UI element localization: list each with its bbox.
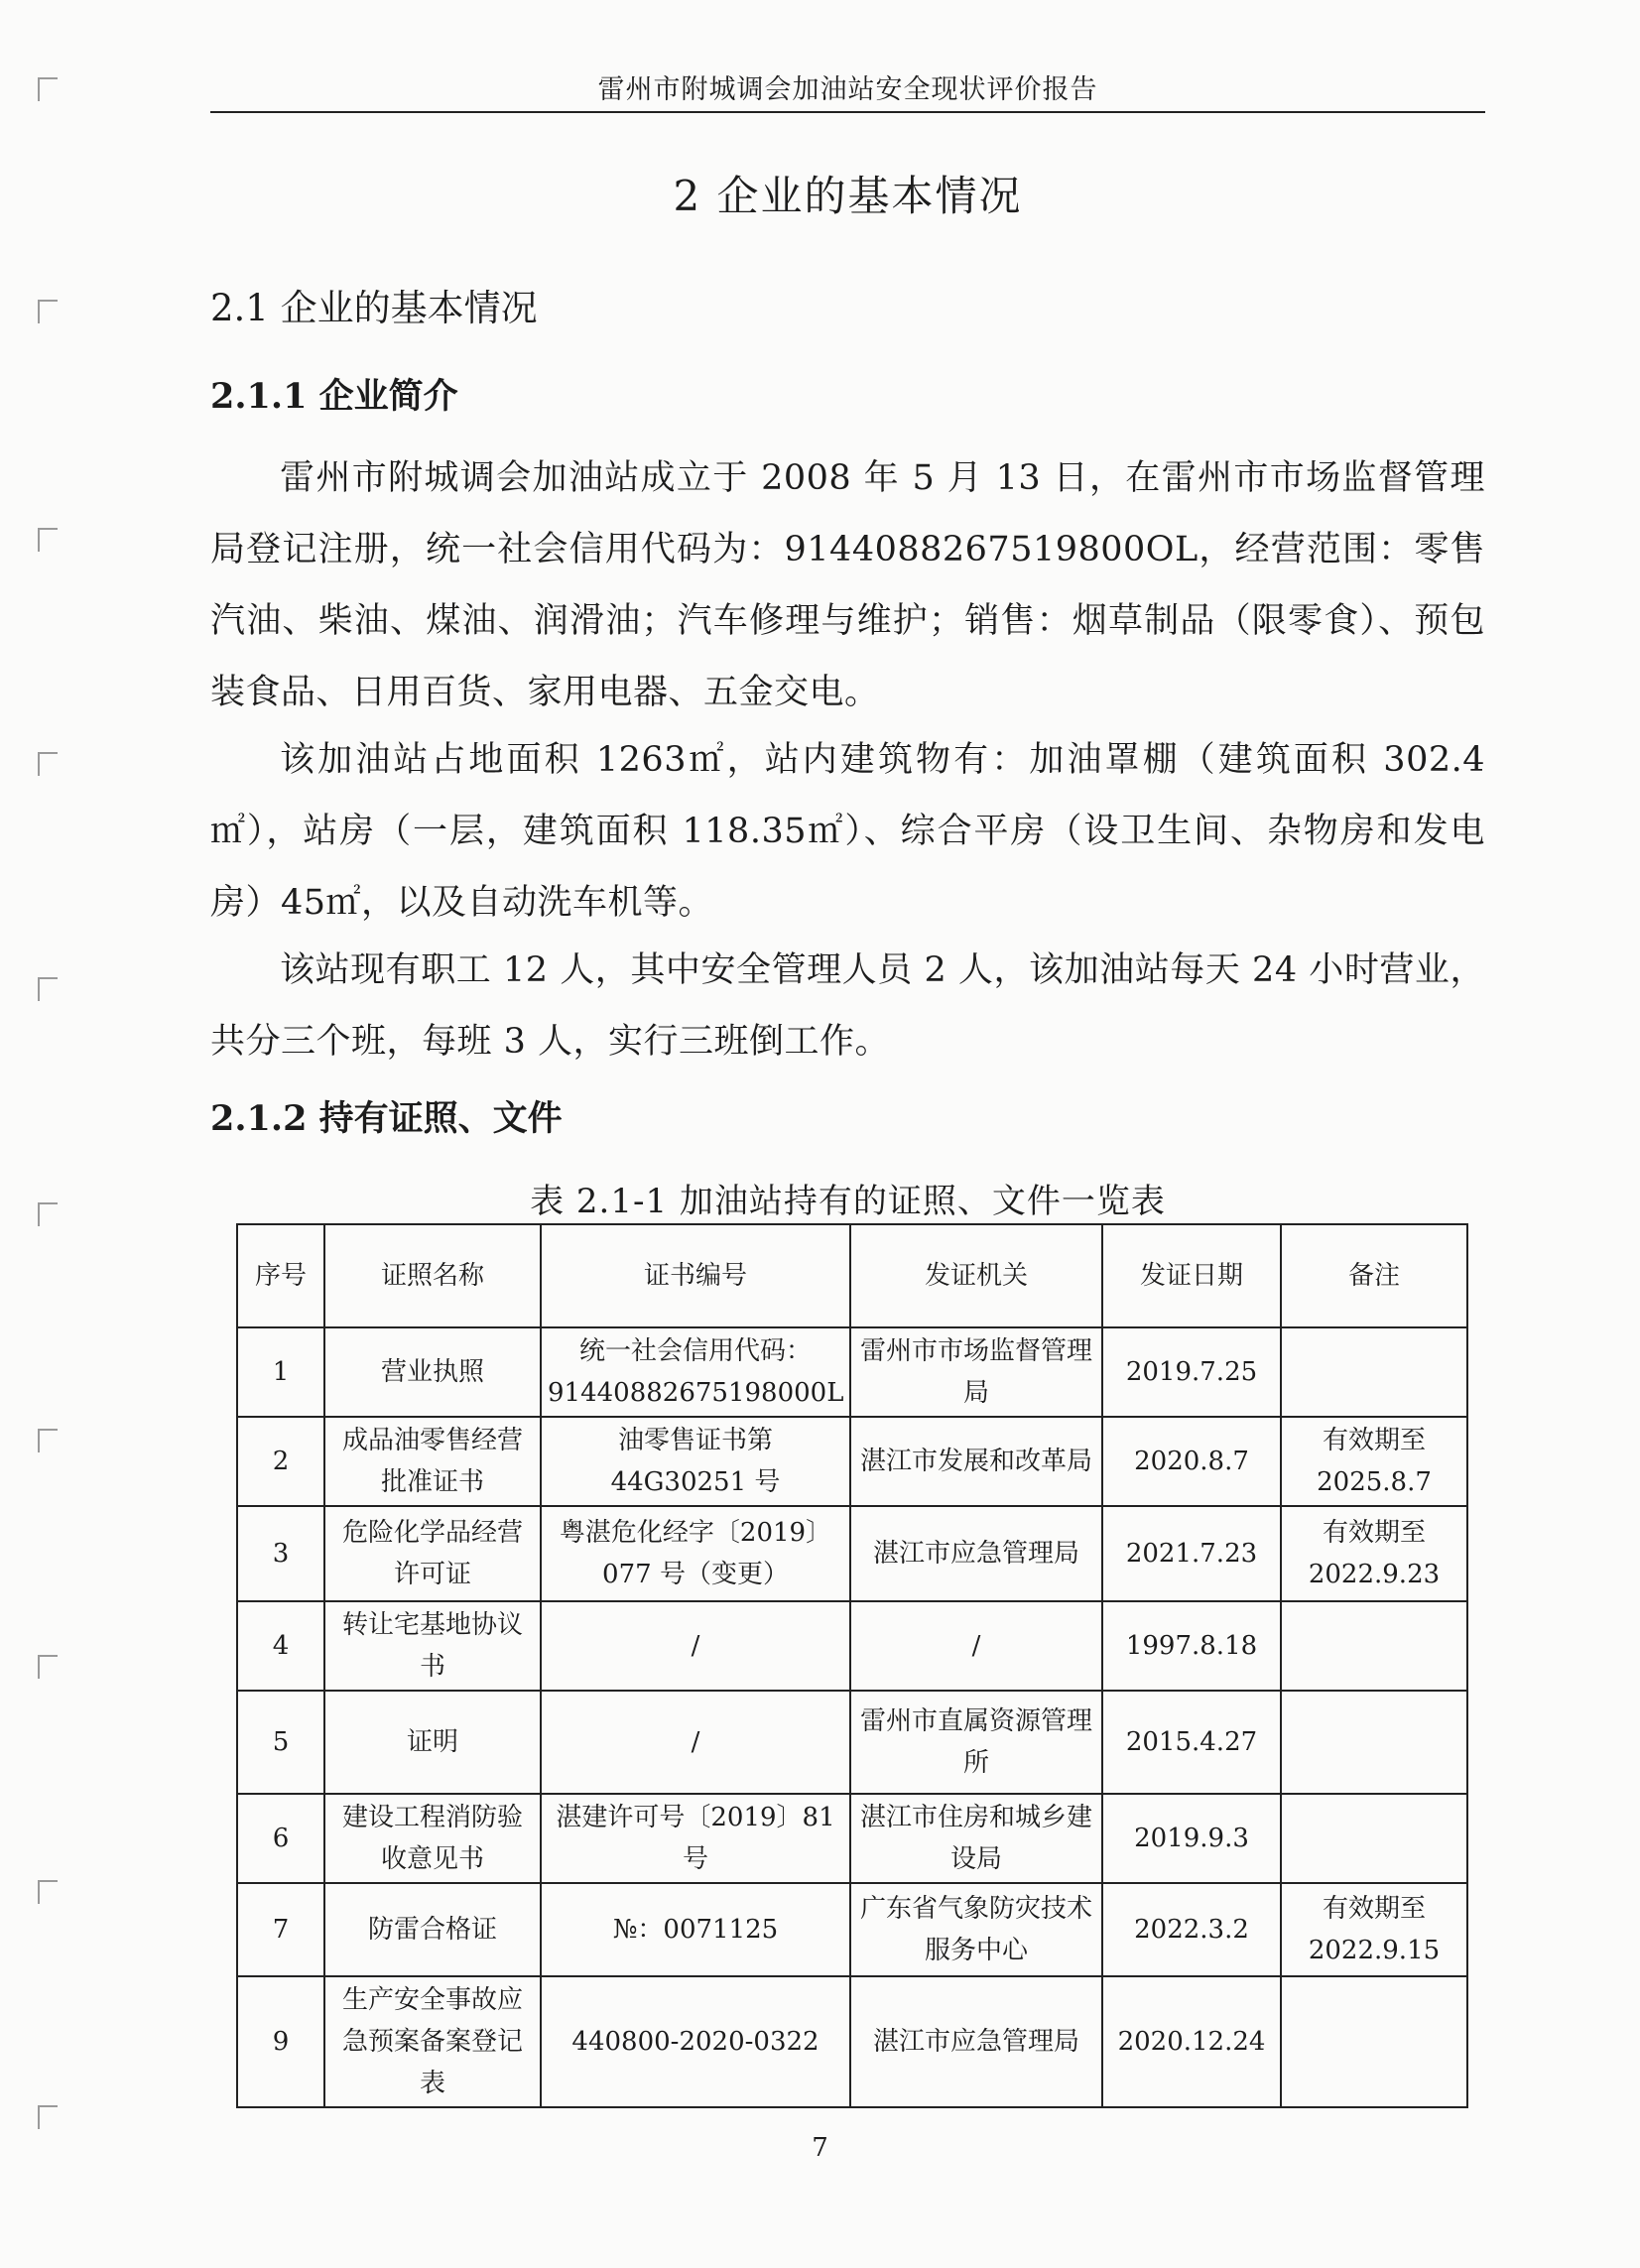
cell-number: 粤湛危化经字〔2019〕077 号（变更） [541,1506,850,1601]
page-number: 7 [812,2133,828,2163]
header-rule [210,111,1485,113]
chapter-title: 2 企业的基本情况 [673,172,1023,220]
cell-number: / [541,1601,850,1691]
cell-date: 2019.9.3 [1102,1794,1281,1883]
cell-remark [1281,1691,1467,1794]
cell-number: 油零售证书第 44G30251 号 [541,1417,850,1506]
table-caption: 表 2.1-1 加油站持有的证照、文件一览表 [530,1182,1166,1221]
paragraph-company-overview: 雷州市附城调会加油站成立于 2008 年 5 月 13 日，在雷州市市场监督管理局登记注册，统一社会信用代码为：9144088267519800OL，经营范围：零售汽油、柴油、煤油、润滑油；汽车修理与维护；销售：烟草制品（限零食）、预包装食品、日用百货、家用电器、五金交电。 [210,458,1485,712]
cell-remark [1281,1327,1467,1417]
margin-tick [38,1202,58,1226]
table-row [237,1417,1467,1506]
margin-tick [38,2105,58,2129]
margin-tick [38,528,58,552]
column-header-number: 证书编号 [541,1224,850,1327]
table-row [237,1506,1467,1601]
paragraph-site-area: 该加油站占地面积 1263㎡，站内建筑物有：加油罩棚（建筑面积 302.4㎡），站房（一层，建筑面积 118.35㎡）、综合平房（设卫生间、杂物房和发电房）45㎡，以及自动洗车机等。 [210,740,1485,923]
margin-tick [38,1429,58,1452]
table-row [237,1976,1467,2107]
cell-no: 3 [237,1506,324,1601]
margin-tick [38,1880,58,1904]
table-header-row [237,1224,1467,1327]
cell-number: 440800-2020-0322 [541,1976,850,2107]
certificates-table [236,1223,1468,2108]
cell-date: 2015.4.27 [1102,1691,1281,1794]
cell-remark: 有效期至 2022.9.15 [1281,1883,1467,1976]
cell-number: / [541,1691,850,1794]
cell-issuer: 湛江市应急管理局 [850,1976,1102,2107]
section-heading: 2.1 企业的基本情况 [210,287,538,329]
cell-name: 生产安全事故应急预案备案登记表 [324,1976,541,2107]
cell-issuer: 湛江市住房和城乡建设局 [850,1794,1102,1883]
cell-no: 6 [237,1794,324,1883]
margin-tick [38,752,58,776]
cell-remark: 有效期至 2022.9.23 [1281,1506,1467,1601]
cell-issuer: 雷州市直属资源管理所 [850,1691,1102,1794]
cell-issuer: / [850,1601,1102,1691]
column-header-remark: 备注 [1281,1224,1467,1327]
column-header-date: 发证日期 [1102,1224,1281,1327]
cell-remark [1281,1976,1467,2107]
column-header-no: 序号 [237,1224,324,1327]
cell-no: 4 [237,1601,324,1691]
cell-name: 防雷合格证 [324,1883,541,1976]
table-row [237,1691,1467,1794]
table-row [237,1601,1467,1691]
paragraph-staffing: 该站现有职工 12 人，其中安全管理人员 2 人，该加油站每天 24 小时营业，共分三个班，每班 3 人，实行三班倒工作。 [210,950,1485,1062]
cell-no: 7 [237,1883,324,1976]
cell-remark [1281,1794,1467,1883]
cell-issuer: 湛江市应急管理局 [850,1506,1102,1601]
margin-tick [38,977,58,1001]
subsection-heading-intro: 2.1.1 企业简介 [210,376,458,417]
subsection-heading-certificates: 2.1.2 持有证照、文件 [210,1098,563,1139]
cell-name: 危险化学品经营许可证 [324,1506,541,1601]
cell-date: 2020.8.7 [1102,1417,1281,1506]
cell-no: 5 [237,1691,324,1794]
running-header: 雷州市附城调会加油站安全现状评价报告 [597,74,1098,105]
column-header-name: 证照名称 [324,1224,541,1327]
cell-name: 转让宅基地协议书 [324,1601,541,1691]
table-row [237,1883,1467,1976]
margin-tick [38,300,58,323]
cell-number: 湛建许可号〔2019〕81 号 [541,1794,850,1883]
cell-name: 营业执照 [324,1327,541,1417]
cell-no: 9 [237,1976,324,2107]
margin-tick [38,1655,58,1679]
cell-date: 2021.7.23 [1102,1506,1281,1601]
cell-date: 2022.3.2 [1102,1883,1281,1976]
cell-no: 2 [237,1417,324,1506]
column-header-issuer: 发证机关 [850,1224,1102,1327]
table-row [237,1327,1467,1417]
cell-number: 统一社会信用代码：91440882675198000L [541,1327,850,1417]
cell-name: 建设工程消防验收意见书 [324,1794,541,1883]
cell-name: 证明 [324,1691,541,1794]
cell-name: 成品油零售经营批准证书 [324,1417,541,1506]
cell-number: №：0071125 [541,1883,850,1976]
cell-date: 1997.8.18 [1102,1601,1281,1691]
cell-issuer: 雷州市市场监督管理局 [850,1327,1102,1417]
cell-no: 1 [237,1327,324,1417]
cell-remark [1281,1601,1467,1691]
cell-date: 2019.7.25 [1102,1327,1281,1417]
margin-tick [38,77,58,101]
table-row [237,1794,1467,1883]
cell-date: 2020.12.24 [1102,1976,1281,2107]
cell-remark: 有效期至 2025.8.7 [1281,1417,1467,1506]
cell-issuer: 广东省气象防灾技术服务中心 [850,1883,1102,1976]
cell-issuer: 湛江市发展和改革局 [850,1417,1102,1506]
